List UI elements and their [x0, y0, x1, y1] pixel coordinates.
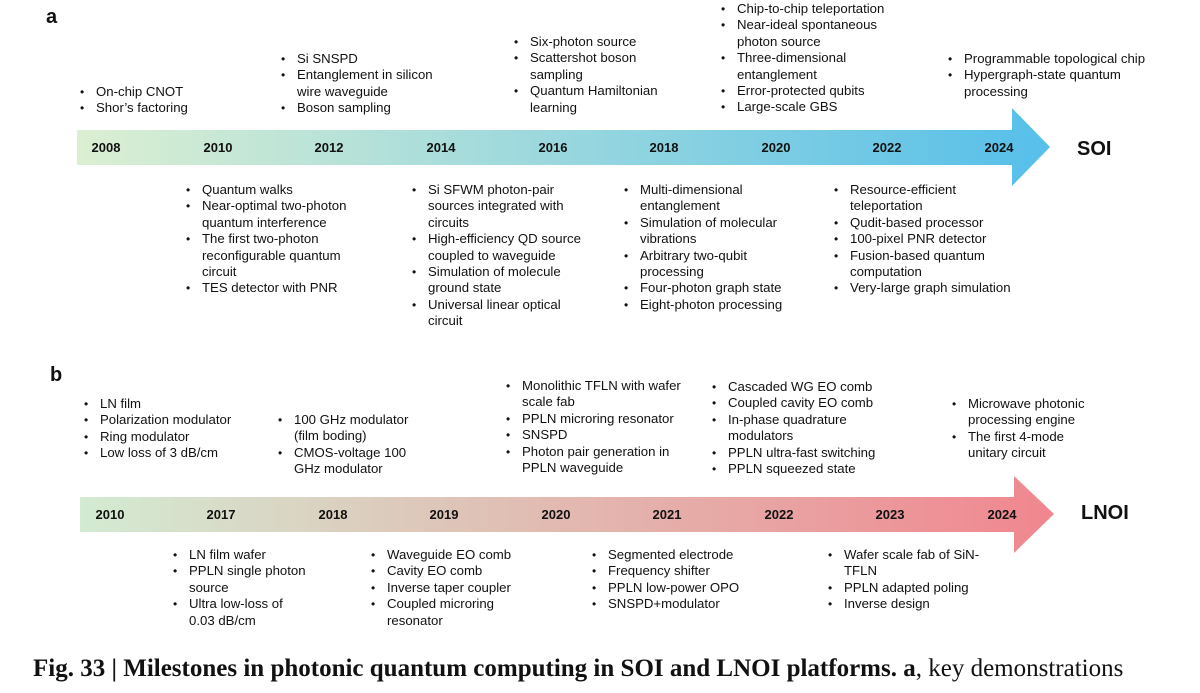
milestone-item: • PPLN squeezed state [710, 461, 900, 477]
milestone-group [82, 396, 232, 462]
milestone-item: • Shor’s factoring [78, 100, 228, 116]
milestone-item: • Inverse design [826, 596, 996, 612]
milestone-item: • Qudit-based processor [832, 215, 1012, 231]
milestone-item: • Chip-to-chip teleportation [719, 1, 904, 17]
milestone-item: • Near-optimal two-photon quantum interference [184, 198, 369, 231]
year-label: 2012 [314, 140, 344, 155]
milestone-item: • LN film wafer [171, 547, 311, 563]
year-label: 2014 [426, 140, 456, 155]
year-label: 2010 [203, 140, 233, 155]
milestone-group [832, 182, 1012, 297]
year-label: 2021 [652, 507, 682, 522]
milestone-item: • Frequency shifter [590, 563, 765, 579]
milestone-item: • Monolithic TFLN with wafer scale fab [504, 378, 694, 411]
year-label: 2018 [318, 507, 348, 522]
year-label: 2022 [872, 140, 902, 155]
milestone-item: • PPLN single photon source [171, 563, 311, 596]
milestone-group [826, 547, 996, 613]
milestone-item: • Near-ideal spontaneous photon source [719, 17, 904, 50]
panel-label-a: a [46, 6, 58, 28]
milestone-item: • Cascaded WG EO comb [710, 379, 900, 395]
milestone-group [78, 84, 228, 117]
year-label: 2016 [538, 140, 568, 155]
milestone-item: • In-phase quadrature modulators [710, 412, 900, 445]
platform-label-lnoi: LNOI [1081, 502, 1129, 524]
milestone-item: • The first two-photon reconfigurable quantum circuit [184, 231, 369, 280]
milestone-item: • CMOS-voltage 100 GHz modulator [276, 445, 426, 478]
milestone-item: • PPLN ultra-fast switching [710, 445, 900, 461]
milestone-group [279, 51, 454, 117]
milestone-group [946, 51, 1146, 100]
caption-bold: Fig. 33 | Milestones in photonic quantum computing in SOI and LNOI platforms. a [33, 655, 916, 682]
milestone-item: • Quantum walks [184, 182, 369, 198]
milestone-item: • Arbitrary two-qubit processing [622, 248, 812, 281]
milestone-item: • Boson sampling [279, 100, 454, 116]
milestone-item: • Resource-efficient teleportation [832, 182, 1012, 215]
milestone-item: • Ultra low-loss of 0.03 dB/cm [171, 596, 311, 629]
milestone-item: • The first 4-mode unitary circuit [950, 429, 1100, 462]
milestone-item: • 100 GHz modulator (film boding) [276, 412, 426, 445]
milestone-group [590, 547, 765, 613]
year-label: 2010 [95, 507, 125, 522]
milestone-item: • Simulation of molecule ground state [410, 264, 595, 297]
year-label: 2023 [875, 507, 905, 522]
milestone-item: • Inverse taper coupler [369, 580, 529, 596]
milestone-item: • PPLN low-power OPO [590, 580, 765, 596]
milestone-group [171, 547, 311, 629]
milestone-item: • Universal linear optical circuit [410, 297, 595, 330]
milestone-item: • Large-scale GBS [719, 99, 904, 115]
milestone-group [504, 378, 694, 476]
panel-label-b: b [50, 364, 63, 386]
milestone-item: • Six-photon source [512, 34, 682, 50]
milestone-group [276, 412, 426, 478]
milestone-group [950, 396, 1100, 462]
milestone-item: • Four-photon graph state [622, 280, 812, 296]
figure-caption [33, 655, 1123, 683]
milestone-item: • Programmable topological chip [946, 51, 1146, 67]
milestone-item: • 100-pixel PNR detector [832, 231, 1012, 247]
milestone-item: • Ring modulator [82, 429, 232, 445]
milestone-group [719, 1, 904, 116]
year-label: 2020 [541, 507, 571, 522]
milestone-item: • Eight-photon processing [622, 297, 812, 313]
milestone-item: • PPLN adapted poling [826, 580, 996, 596]
milestone-item: • Multi-dimensional entanglement [622, 182, 812, 215]
milestone-group [369, 547, 529, 629]
milestone-item: • Coupled microring resonator [369, 596, 529, 629]
milestone-item: • Entanglement in silicon wire waveguide [279, 67, 454, 100]
milestone-item: • SNSPD [504, 427, 694, 443]
milestone-item: • Si SFWM photon-pair sources integrated with circuits [410, 182, 595, 231]
year-label: 2024 [987, 507, 1017, 522]
milestone-item: • Hypergraph-state quantum processing [946, 67, 1146, 100]
milestone-group [184, 182, 369, 297]
milestone-item: • Low loss of 3 dB/cm [82, 445, 232, 461]
milestone-item: • Scattershot boson sampling [512, 50, 682, 83]
year-label: 2008 [91, 140, 121, 155]
platform-label-soi: SOI [1077, 138, 1112, 160]
milestone-item: • LN film [82, 396, 232, 412]
milestone-group [710, 379, 900, 477]
milestone-item: • Cavity EO comb [369, 563, 529, 579]
year-label: 2017 [206, 507, 236, 522]
milestone-item: • TES detector with PNR [184, 280, 369, 296]
milestone-item: • Very-large graph simulation [832, 280, 1012, 296]
milestone-item: • Quantum Hamiltonian learning [512, 83, 682, 116]
milestone-item: • Si SNSPD [279, 51, 454, 67]
milestone-item: • Simulation of molecular vibrations [622, 215, 812, 248]
milestone-item: • Coupled cavity EO comb [710, 395, 900, 411]
milestone-item: • Segmented electrode [590, 547, 765, 563]
year-label: 2022 [764, 507, 794, 522]
milestone-group [410, 182, 595, 330]
milestone-item: • SNSPD+modulator [590, 596, 765, 612]
milestone-item: • PPLN microring resonator [504, 411, 694, 427]
year-label: 2019 [429, 507, 459, 522]
caption-rest: , key demonstrations [915, 655, 1124, 682]
milestone-item: • Microwave photonic processing engine [950, 396, 1100, 429]
milestone-item: • Waveguide EO comb [369, 547, 529, 563]
year-label: 2018 [649, 140, 679, 155]
milestone-item: • Photon pair generation in PPLN waveguide [504, 444, 694, 477]
milestone-group [622, 182, 812, 313]
milestone-item: • Wafer scale fab of SiN-TFLN [826, 547, 996, 580]
milestone-group [512, 34, 682, 116]
milestone-item: • On-chip CNOT [78, 84, 228, 100]
milestone-item: • Fusion-based quantum computation [832, 248, 1012, 281]
milestone-item: • Polarization modulator [82, 412, 232, 428]
year-label: 2020 [761, 140, 791, 155]
milestone-item: • Error-protected qubits [719, 83, 904, 99]
milestone-item: • Three-dimensional entanglement [719, 50, 904, 83]
milestone-item: • High-efficiency QD source coupled to waveguide [410, 231, 595, 264]
year-label: 2024 [984, 140, 1014, 155]
